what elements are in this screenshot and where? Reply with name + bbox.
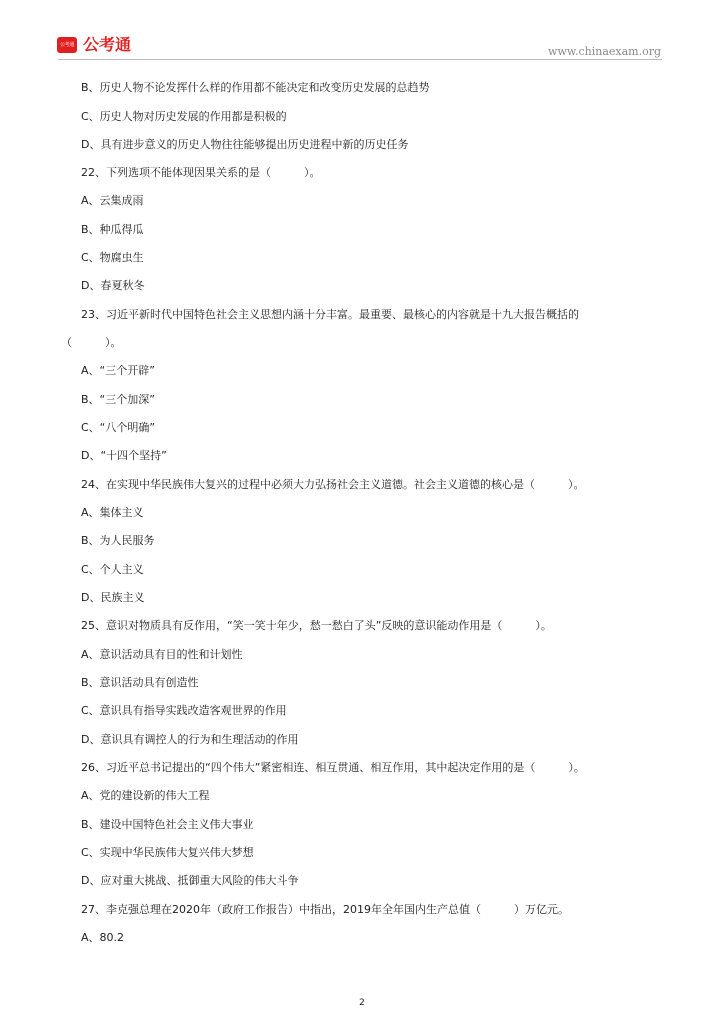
option-23-a: A、“三个开辟” [81, 364, 155, 377]
option-25-c: C、意识具有指导实践改造客观世界的作用 [81, 704, 287, 717]
option-25-d: D、意识具有调控人的行为和生理活动的作用 [81, 733, 299, 746]
option-22-b: B、种瓜得瓜 [81, 223, 144, 236]
question-25: 25、意识对物质具有反作用，“笑一笑十年少，愁一愁白了头”反映的意识能动作用是（ ）。 [81, 619, 552, 632]
header-divider [58, 59, 662, 60]
option-21-c: C、历史人物对历史发展的作用都是积极的 [81, 110, 287, 123]
option-22-c: C、物腐虫生 [81, 251, 144, 264]
option-25-a: A、意识活动具有目的性和计划性 [81, 648, 243, 661]
option-22-a: A、云集成雨 [81, 194, 144, 207]
logo-badge-icon: 公考通 [57, 37, 77, 53]
logo [57, 36, 131, 54]
question-27: 27、李克强总理在2020年（政府工作报告）中指出，2019年全年国内生产总值（ ）万亿元。 [81, 903, 569, 916]
option-26-c: C、实现中华民族伟大复兴伟大梦想 [81, 846, 254, 859]
question-23-continued: （ ）。 [61, 336, 122, 349]
option-26-b: B、建设中国特色社会主义伟大事业 [81, 818, 254, 831]
page-number: 2 [359, 998, 365, 1008]
option-23-d: D、“十四个坚持” [81, 449, 167, 462]
option-26-a: A、党的建设新的伟大工程 [81, 789, 210, 802]
question-26: 26、习近平总书记提出的“四个伟大”紧密相连、相互贯通、相互作用，其中起决定作用的是（ ）。 [81, 761, 585, 774]
option-24-c: C、个人主义 [81, 563, 144, 576]
option-21-d: D、具有进步意义的历史人物往往能够提出历史进程中新的历史任务 [81, 138, 409, 151]
option-24-d: D、民族主义 [81, 591, 145, 604]
page-header [0, 0, 724, 64]
option-21-b: B、历史人物不论发挥什么样的作用都不能决定和改变历史发展的总趋势 [81, 81, 430, 94]
option-22-d: D、春夏秋冬 [81, 279, 145, 292]
question-22: 22、下列选项不能体现因果关系的是（ ）。 [81, 166, 321, 179]
option-23-c: C、“八个明确” [81, 421, 156, 434]
site-url[interactable]: www.chinaexam.org [548, 45, 661, 58]
option-24-a: A、集体主义 [81, 506, 144, 519]
option-25-b: B、意识活动具有创造性 [81, 676, 199, 689]
option-26-d: D、应对重大挑战、抵御重大风险的伟大斗争 [81, 874, 299, 887]
question-24: 24、在实现中华民族伟大复兴的过程中必须大力弘扬社会主义道德。社会主义道德的核心是（ ）。 [81, 478, 585, 491]
option-24-b: B、为人民服务 [81, 534, 155, 547]
question-23: 23、习近平新时代中国特色社会主义思想内涵十分丰富。最重要、最核心的内容就是十九大报告概括的 [81, 308, 579, 321]
logo-text: 公考通 [83, 35, 132, 54]
option-27-a: A、80.2 [81, 931, 125, 944]
option-23-b: B、“三个加深” [81, 393, 155, 406]
